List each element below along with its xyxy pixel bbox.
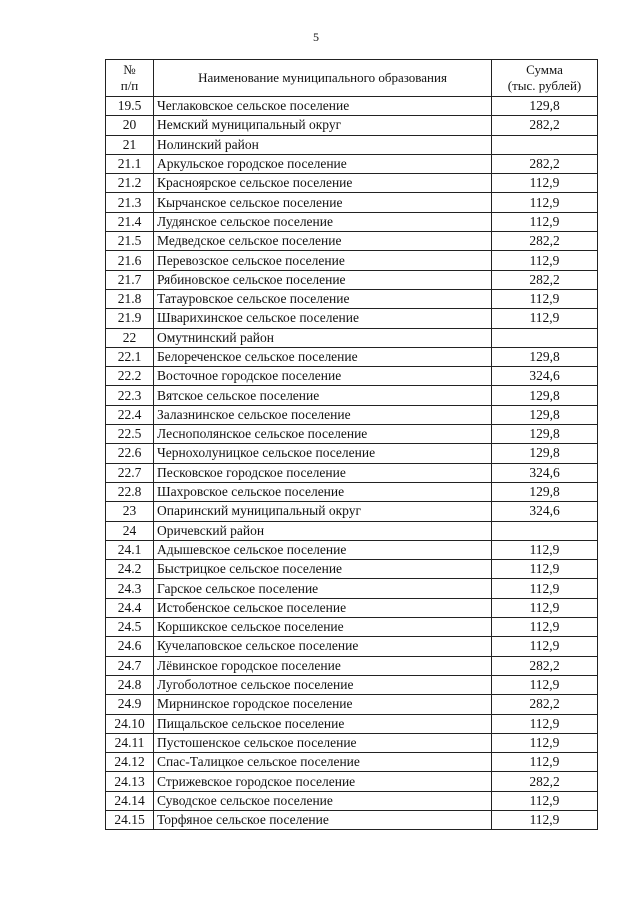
row-number: 24.5: [106, 618, 154, 637]
row-number: 22.2: [106, 367, 154, 386]
row-sum: 129,8: [492, 347, 598, 366]
row-name: Лёвинское городское поселение: [154, 656, 492, 675]
table-row: [106, 425, 598, 444]
row-name: Коршикское сельское поселение: [154, 618, 492, 637]
row-sum: 112,9: [492, 618, 598, 637]
row-sum: 112,9: [492, 560, 598, 579]
row-number: 21.4: [106, 212, 154, 231]
row-sum: 282,2: [492, 116, 598, 135]
row-sum: 129,8: [492, 386, 598, 405]
row-number: 24.10: [106, 714, 154, 733]
row-name: Залазнинское сельское поселение: [154, 405, 492, 424]
row-sum: 282,2: [492, 695, 598, 714]
row-sum: 112,9: [492, 753, 598, 772]
row-sum: 324,6: [492, 502, 598, 521]
row-name: Шахровское сельское поселение: [154, 482, 492, 501]
table-row: [106, 733, 598, 752]
row-number: 22.7: [106, 463, 154, 482]
row-sum: 129,8: [492, 482, 598, 501]
table-row: [106, 405, 598, 424]
row-sum: [492, 521, 598, 540]
row-sum: 324,6: [492, 463, 598, 482]
row-number: 21.3: [106, 193, 154, 212]
row-number: 24.11: [106, 733, 154, 752]
table-row: [106, 753, 598, 772]
header-number: № п/п: [106, 60, 154, 97]
row-sum: 112,9: [492, 579, 598, 598]
table-row: [106, 463, 598, 482]
row-number: 22.8: [106, 482, 154, 501]
table-row: [106, 791, 598, 810]
row-name: Мирнинское городское поселение: [154, 695, 492, 714]
row-number: 24.8: [106, 675, 154, 694]
row-sum: 112,9: [492, 637, 598, 656]
row-name: Кучелаповское сельское поселение: [154, 637, 492, 656]
row-name: Белореченское сельское поселение: [154, 347, 492, 366]
row-name: Пищальское сельское поселение: [154, 714, 492, 733]
row-number: 21.6: [106, 251, 154, 270]
row-name: Кырчанское сельское поселение: [154, 193, 492, 212]
row-name: Лугоболотное сельское поселение: [154, 675, 492, 694]
row-name: Перевозское сельское поселение: [154, 251, 492, 270]
row-sum: 112,9: [492, 810, 598, 829]
row-name: Омутнинский район: [154, 328, 492, 347]
municipalities-table: [105, 59, 598, 830]
row-number: 20: [106, 116, 154, 135]
row-number: 22.6: [106, 444, 154, 463]
table-row: [106, 251, 598, 270]
row-number: 22.1: [106, 347, 154, 366]
row-name: Адышевское сельское поселение: [154, 540, 492, 559]
table-row: [106, 618, 598, 637]
row-number: 24.12: [106, 753, 154, 772]
row-number: 21: [106, 135, 154, 154]
table-row: [106, 656, 598, 675]
table-row: [106, 675, 598, 694]
row-number: 21.5: [106, 232, 154, 251]
row-name: Оричевский район: [154, 521, 492, 540]
table-row: [106, 309, 598, 328]
row-sum: 129,8: [492, 405, 598, 424]
row-name: Рябиновское сельское поселение: [154, 270, 492, 289]
table-row: [106, 714, 598, 733]
row-name: Красноярское сельское поселение: [154, 174, 492, 193]
table-row: [106, 270, 598, 289]
row-number: 24.3: [106, 579, 154, 598]
row-number: 23: [106, 502, 154, 521]
row-sum: 282,2: [492, 772, 598, 791]
row-sum: 112,9: [492, 733, 598, 752]
row-number: 24.13: [106, 772, 154, 791]
row-name: Гарское сельское поселение: [154, 579, 492, 598]
row-number: 21.7: [106, 270, 154, 289]
table-row: [106, 289, 598, 308]
row-number: 24: [106, 521, 154, 540]
row-name: Быстрицкое сельское поселение: [154, 560, 492, 579]
table-row: [106, 116, 598, 135]
row-sum: 282,2: [492, 232, 598, 251]
row-name: Аркульское городское поселение: [154, 154, 492, 173]
table-row: [106, 135, 598, 154]
table-row: [106, 502, 598, 521]
row-number: 21.9: [106, 309, 154, 328]
row-number: 21.8: [106, 289, 154, 308]
row-name: Лудянское сельское поселение: [154, 212, 492, 231]
row-number: 24.9: [106, 695, 154, 714]
row-name: Вятское сельское поселение: [154, 386, 492, 405]
row-name: Суводское сельское поселение: [154, 791, 492, 810]
row-sum: 112,9: [492, 598, 598, 617]
table-header-row: [106, 60, 598, 97]
row-name: Песковское городское поселение: [154, 463, 492, 482]
row-number: 24.1: [106, 540, 154, 559]
row-number: 24.15: [106, 810, 154, 829]
row-sum: 112,9: [492, 174, 598, 193]
table-row: [106, 637, 598, 656]
row-sum: 112,9: [492, 251, 598, 270]
row-sum: 282,2: [492, 656, 598, 675]
table-row: [106, 772, 598, 791]
row-name: Истобенское сельское поселение: [154, 598, 492, 617]
table-row: [106, 444, 598, 463]
row-number: 22.3: [106, 386, 154, 405]
row-number: 24.14: [106, 791, 154, 810]
row-number: 24.2: [106, 560, 154, 579]
row-sum: 112,9: [492, 309, 598, 328]
table-row: [106, 97, 598, 116]
table-row: [106, 482, 598, 501]
row-sum: 112,9: [492, 714, 598, 733]
table-row: [106, 154, 598, 173]
row-sum: 129,8: [492, 425, 598, 444]
table-row: [106, 695, 598, 714]
row-sum: [492, 328, 598, 347]
table-row: [106, 232, 598, 251]
row-name: Немский муниципальный округ: [154, 116, 492, 135]
row-sum: 282,2: [492, 154, 598, 173]
row-name: Восточное городское поселение: [154, 367, 492, 386]
row-sum: 282,2: [492, 270, 598, 289]
row-name: Опаринский муниципальный округ: [154, 502, 492, 521]
row-number: 22.4: [106, 405, 154, 424]
row-number: 21.2: [106, 174, 154, 193]
row-name: Леснополянское сельское поселение: [154, 425, 492, 444]
row-number: 24.6: [106, 637, 154, 656]
header-sum: Сумма (тыс. рублей): [492, 60, 598, 97]
row-name: Чеглаковское сельское поселение: [154, 97, 492, 116]
table-row: [106, 579, 598, 598]
row-name: Шварихинское сельское поселение: [154, 309, 492, 328]
row-number: 19.5: [106, 97, 154, 116]
table-row: [106, 598, 598, 617]
row-number: 21.1: [106, 154, 154, 173]
table-row: [106, 540, 598, 559]
page-number: 5: [313, 30, 319, 44]
row-sum: 112,9: [492, 675, 598, 694]
row-sum: 112,9: [492, 540, 598, 559]
row-name: Татауровское сельское поселение: [154, 289, 492, 308]
table-row: [106, 521, 598, 540]
row-name: Чернохолуницкое сельское поселение: [154, 444, 492, 463]
row-name: Пустошенское сельское поселение: [154, 733, 492, 752]
table-row: [106, 193, 598, 212]
row-number: 22: [106, 328, 154, 347]
table-row: [106, 347, 598, 366]
table-row: [106, 328, 598, 347]
row-sum: 129,8: [492, 97, 598, 116]
row-sum: 112,9: [492, 193, 598, 212]
row-sum: 112,9: [492, 212, 598, 231]
table-row: [106, 174, 598, 193]
row-sum: 112,9: [492, 791, 598, 810]
table-row: [106, 560, 598, 579]
row-number: 24.7: [106, 656, 154, 675]
row-sum: [492, 135, 598, 154]
table-row: [106, 367, 598, 386]
row-number: 24.4: [106, 598, 154, 617]
row-name: Торфяное сельское поселение: [154, 810, 492, 829]
table-row: [106, 212, 598, 231]
row-sum: 129,8: [492, 444, 598, 463]
header-name: Наименование муниципального образования: [154, 60, 492, 97]
table-row: [106, 386, 598, 405]
row-name: Спас-Талицкое сельское поселение: [154, 753, 492, 772]
row-number: 22.5: [106, 425, 154, 444]
table-row: [106, 810, 598, 829]
row-name: Стрижевское городское поселение: [154, 772, 492, 791]
row-sum: 112,9: [492, 289, 598, 308]
row-sum: 324,6: [492, 367, 598, 386]
row-name: Нолинский район: [154, 135, 492, 154]
row-name: Медведское сельское поселение: [154, 232, 492, 251]
